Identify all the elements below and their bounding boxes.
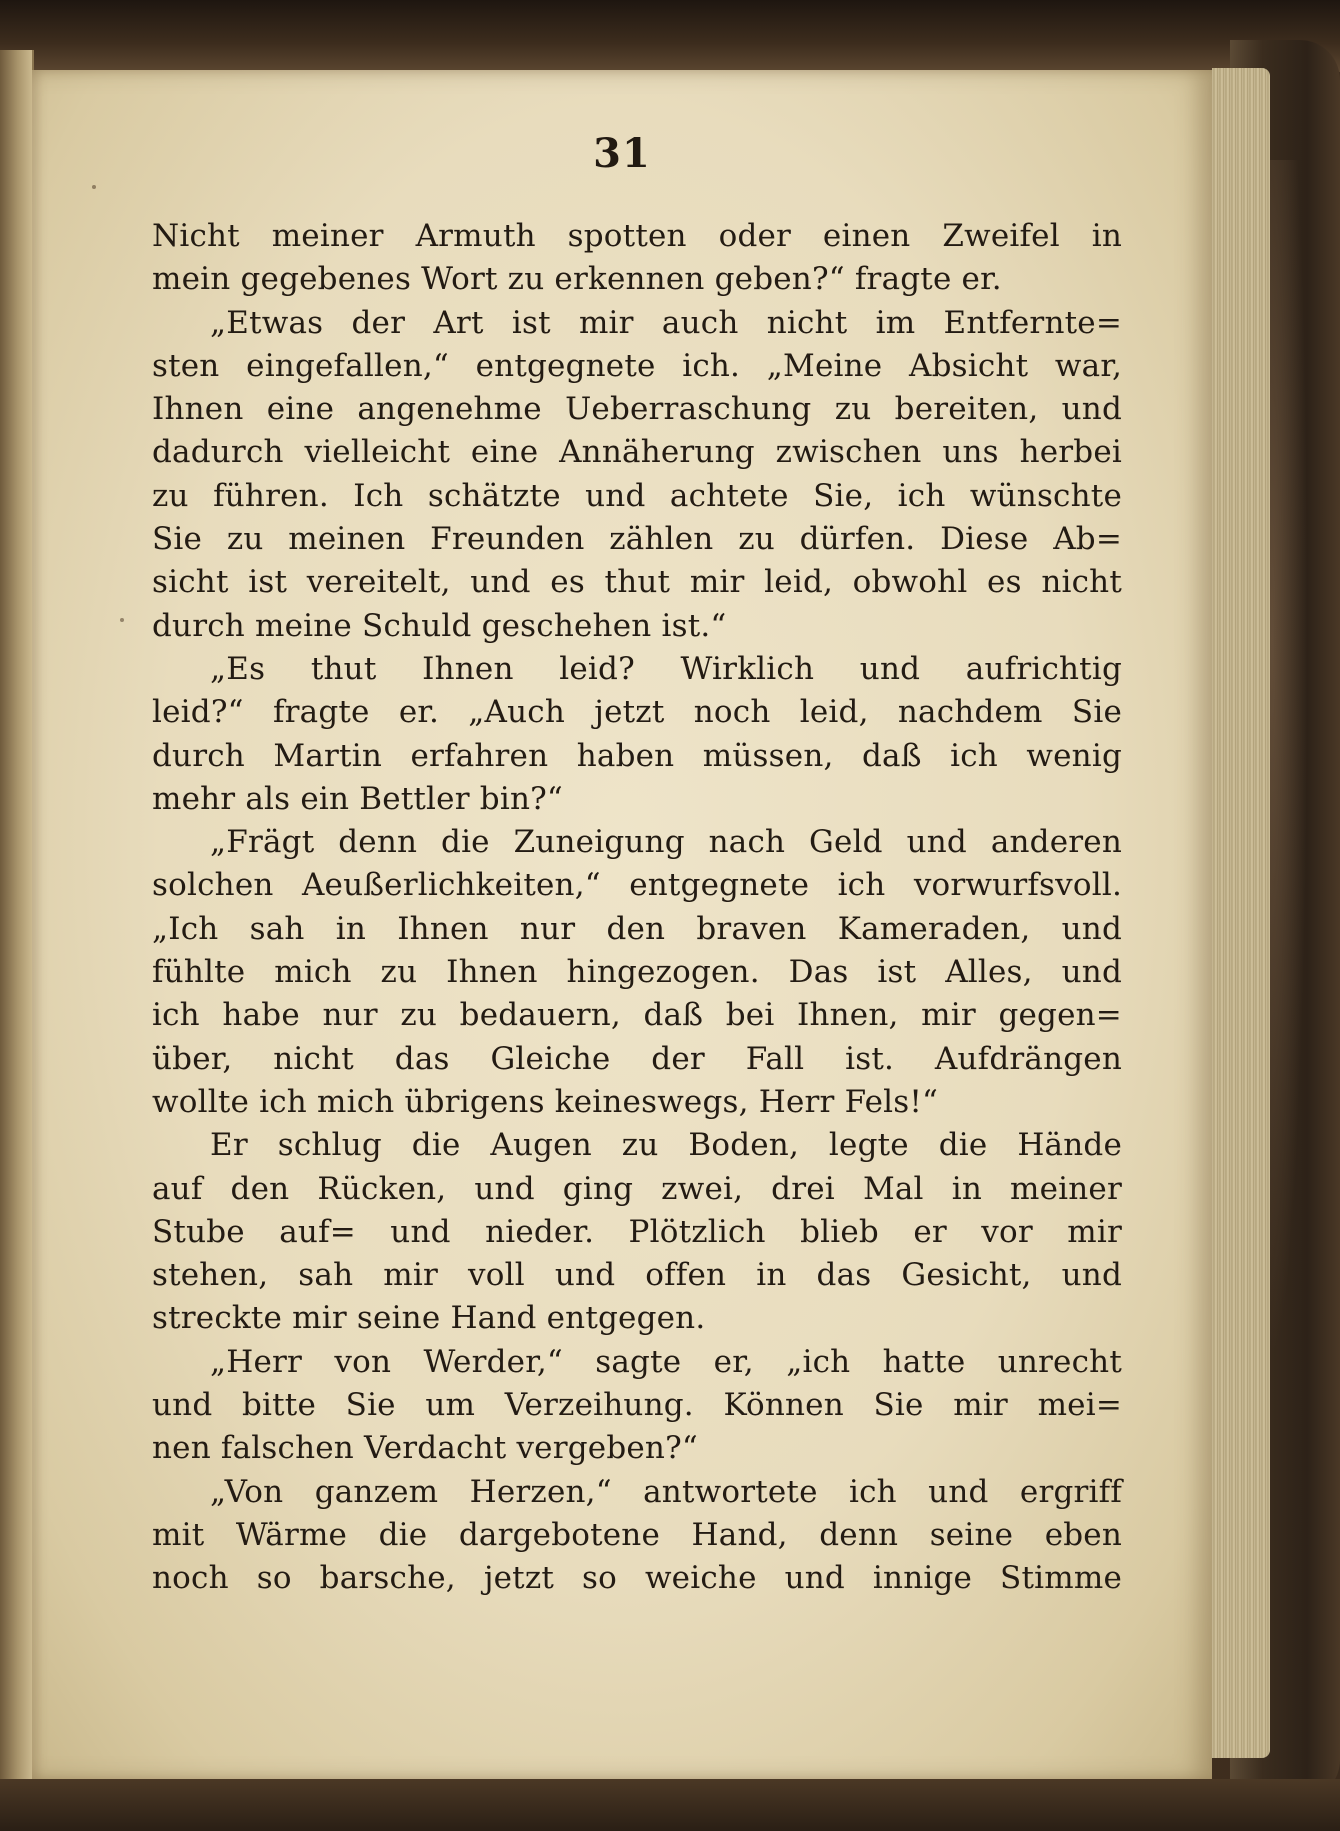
- text-line: streckte mir seine Hand entgegen.: [152, 1300, 706, 1337]
- page-text: [152, 215, 1122, 1601]
- text-line: durch Martin erfahren haben müssen, daß ich wenig: [152, 737, 1122, 774]
- text-line: mehr als ein Bettler bin?“: [152, 780, 563, 817]
- text-line: „Herr von Werder,“ sagte er, „ich hatte unrecht: [210, 1343, 1122, 1380]
- text-line: „Ich sah in Ihnen nur den braven Kameraden, und: [152, 910, 1122, 947]
- text-line: Er schlug die Augen zu Boden, legte die Hände: [210, 1127, 1122, 1164]
- text-line: noch so barsche, jetzt so weiche und innige Stimme: [152, 1560, 1122, 1597]
- text-line: solchen Aeußerlichkeiten,“ entgegnete ich vorwurfsvoll.: [152, 867, 1122, 904]
- text-line: mit Wärme die dargebotene Hand, denn seine eben: [152, 1516, 1122, 1553]
- text-line: zu führen. Ich schätzte und achtete Sie, ich wünschte: [152, 477, 1122, 514]
- book-page: [32, 70, 1212, 1780]
- text-line: sten eingefallen,“ entgegnete ich. „Meine Absicht war,: [152, 347, 1122, 384]
- page-edges: [1212, 68, 1270, 1758]
- text-line: Nicht meiner Armuth spotten oder einen Zweifel in: [152, 218, 1122, 254]
- text-line: „Von ganzem Herzen,“ antwortete ich und ergriff: [210, 1473, 1122, 1510]
- text-line: leid?“ fragte er. „Auch jetzt noch leid, nachdem Sie: [152, 694, 1122, 731]
- text-line: „Frägt denn die Zuneigung nach Geld und anderen: [210, 824, 1122, 861]
- text-line: „Etwas der Art ist mir auch nicht im Entfernte=: [210, 304, 1122, 341]
- text-line: fühlte mich zu Ihnen hingezogen. Das ist Alles, und: [152, 954, 1122, 991]
- text-line: stehen, sah mir voll und offen in das Gesicht, und: [152, 1257, 1122, 1294]
- text-line: dadurch vielleicht eine Annäherung zwischen uns herbei: [152, 434, 1122, 471]
- scan-top-edge: [0, 0, 1340, 72]
- text-line: Ihnen eine angenehme Ueberraschung zu bereiten, und: [152, 391, 1122, 428]
- text-line: „Es thut Ihnen leid? Wirklich und aufrichtig: [210, 650, 1122, 687]
- text-line: nen falschen Verdacht vergeben?“: [152, 1430, 698, 1467]
- text-line: wollte ich mich übrigens keineswegs, Herr Fels!“: [152, 1083, 939, 1120]
- paper-speck: [92, 185, 96, 189]
- text-line: auf den Rücken, und ging zwei, drei Mal in meiner: [152, 1170, 1122, 1207]
- text-line: durch meine Schuld geschehen ist.“: [152, 607, 727, 644]
- book-binding-left: [0, 50, 34, 1831]
- text-line: sicht ist vereitelt, und es thut mir leid, obwohl es nicht: [152, 564, 1122, 601]
- paper-speck: [120, 618, 124, 622]
- text-line: ich habe nur zu bedauern, daß bei Ihnen, mir gegen=: [152, 997, 1122, 1034]
- page-number: 31: [593, 130, 651, 177]
- scan-bottom-edge: [0, 1779, 1340, 1831]
- text-line: und bitte Sie um Verzeihung. Können Sie mir mei=: [152, 1387, 1122, 1424]
- text-line: Sie zu meinen Freunden zählen zu dürfen. Diese Ab=: [152, 521, 1122, 558]
- text-line: Stube auf= und nieder. Plötzlich blieb er vor mir: [152, 1213, 1122, 1250]
- text-line: mein gegebenes Wort zu erkennen geben?“ fragte er.: [152, 261, 1002, 298]
- text-line: über, nicht das Gleiche der Fall ist. Aufdrängen: [152, 1040, 1122, 1077]
